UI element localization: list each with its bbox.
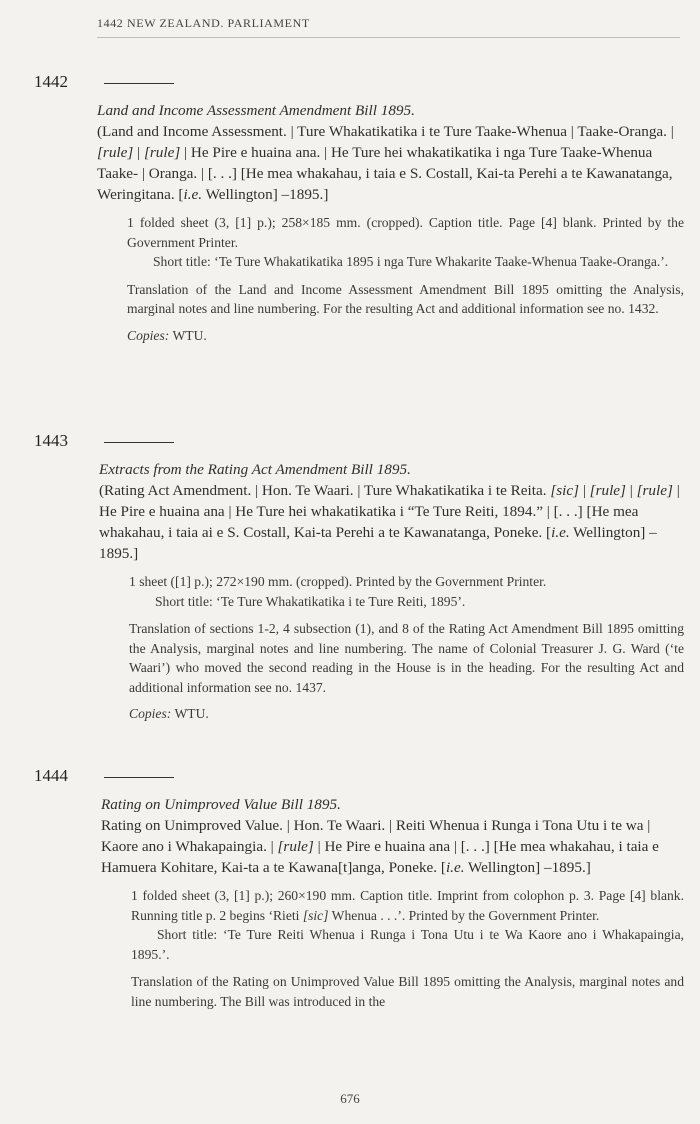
entry-main bbox=[97, 100, 682, 205]
entry-rule bbox=[104, 777, 174, 778]
entry-title: Rating on Unimproved Value Bill 1895. bbox=[101, 796, 341, 813]
entry-head bbox=[0, 766, 700, 794]
copies-line: Copies: WTU. bbox=[129, 706, 209, 721]
entry-description: Rating on Unimproved Value. | Hon. Te Waari. | Reiti Whenua i Runga i Tona Utu i te wa | Kaore ano i Whakapaingia. | [rule] | He Pire e huaina ana | [. . .] [He mea whakahau, i taia e Hamuera Kohitare, Kai-ta a te Kawana[t]anga, Poneke. [i.e. Wellington] –1895.] bbox=[101, 817, 659, 876]
entry-title: Land and Income Assessment Amendment Bill 1895. bbox=[97, 102, 415, 119]
physical-description: 1 folded sheet (3, [1] p.); 258×185 mm. (cropped). Caption title. Page [4] blank. Printed by the Government Printer. bbox=[127, 215, 684, 250]
entry-note: Translation of sections 1-2, 4 subsection (1), and 8 of the Rating Act Amendment Bill 1895 omitting the Analysis, marginal notes and line numbering. The name of Colonial Treasurer J. G. Ward (‘te Waari’) who moved the second reading in the House is in the heading. For the resulting Act and additional information see no. 1437. bbox=[129, 621, 684, 695]
entry-rule bbox=[104, 83, 174, 84]
entry-details bbox=[129, 572, 684, 724]
entry-head bbox=[0, 431, 700, 459]
short-title: Short title: ‘Te Ture Whakatikatika i te Ture Reiti, 1895’. bbox=[155, 593, 466, 609]
entry-note: Translation of the Rating on Unimproved Value Bill 1895 omitting the Analysis, marginal notes and line numbering. The Bill was introduced in the bbox=[131, 974, 684, 1009]
entry-details bbox=[127, 213, 684, 345]
entry-number: 1444 bbox=[34, 766, 68, 785]
physical-description: 1 folded sheet (3, [1] p.); 260×190 mm. Caption title. Imprint from colophon p. 3. Page [4] blank. Running title p. 2 begins ‘Rieti [sic] Whenua . . .’. Printed by the Government Printer. bbox=[131, 888, 684, 923]
entry-main bbox=[99, 459, 682, 564]
entry-1443 bbox=[0, 431, 700, 724]
short-title: Short title: ‘Te Ture Reiti Whenua i Runga i Tona Utu i te Wa Kaore ano i Whakapaingia, 1895.’. bbox=[131, 927, 684, 962]
entry-number: 1443 bbox=[34, 431, 68, 450]
short-title: Short title: ‘Te Ture Whakatikatika 1895 i nga Ture Whakarite Taake-Whenua Taake-Oranga.’. bbox=[153, 254, 669, 269]
entry-main bbox=[101, 794, 682, 878]
physical-description: 1 sheet ([1] p.); 272×190 mm. (cropped). Printed by the Government Printer. bbox=[129, 574, 547, 589]
entry-description: (Land and Income Assessment. | Ture Whakatikatika i te Ture Taake-Whenua | Taake-Oranga. | [rule] | [rule] | He Pire e huaina ana. | He Ture hei whakatikatika i nga Ture Taake-Whenua Taake- | Oranga. | [. . .] [He mea whakahau, i taia e S. Costall, Kai-ta Perehi a te Kawanatanga, Weringitana. [i.e. Wellington] –1895.] bbox=[97, 123, 674, 203]
entry-description: (Rating Act Amendment. | Hon. Te Waari. | Ture Whakatikatika i te Reita. [sic] | [rule] | [rule] | He Pire e huaina ana | He Ture hei whakatikatika i “Te Ture Reiti, 1894.” | [. . .] [He mea whakahau, i taia ai e S. Costall, Kai-ta Perehi a te Kawanatanga, Poneke. [i.e. Wellington] –1895.] bbox=[99, 482, 680, 562]
entry-rule bbox=[104, 442, 174, 443]
entry-number: 1442 bbox=[34, 72, 68, 91]
entry-details bbox=[131, 886, 684, 1011]
entry-head bbox=[0, 72, 700, 100]
running-header: 1442 NEW ZEALAND. PARLIAMENT bbox=[97, 16, 680, 38]
entry-1442 bbox=[0, 72, 700, 345]
entry-title: Extracts from the Rating Act Amendment Bill 1895. bbox=[99, 461, 411, 478]
entry-note: Translation of the Land and Income Assessment Amendment Bill 1895 omitting the Analysis, marginal notes and line numbering. For the resulting Act and additional information see no. 1432. bbox=[127, 281, 684, 316]
copies-line: Copies: WTU. bbox=[127, 327, 207, 343]
entry-1444 bbox=[0, 766, 700, 1011]
page-number: 676 bbox=[340, 1091, 360, 1106]
